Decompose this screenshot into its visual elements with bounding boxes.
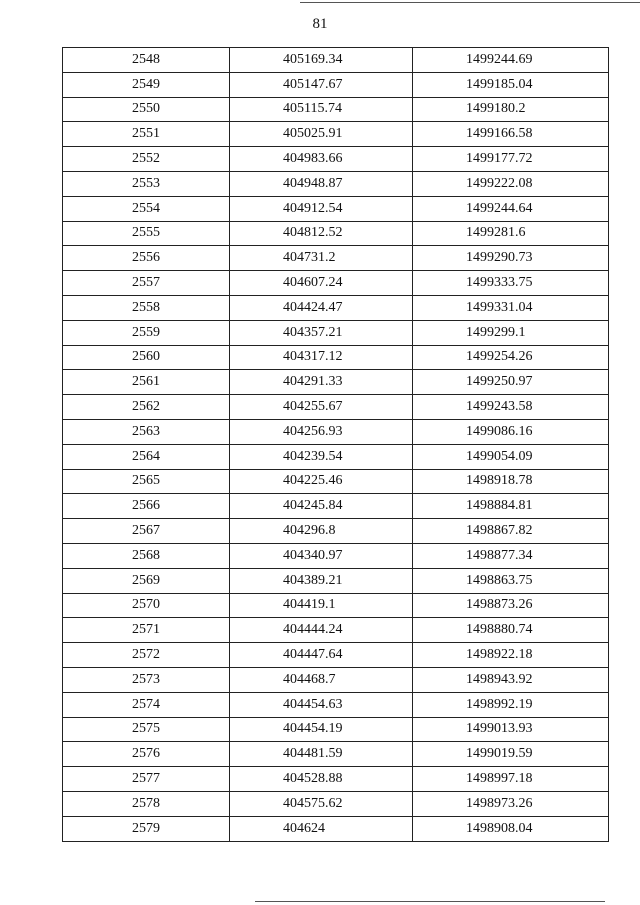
point-number-cell: 2561	[63, 370, 230, 395]
x-coordinate-cell: 404812.52	[230, 221, 413, 246]
y-coordinate-cell: 1499333.75	[413, 271, 609, 296]
x-coordinate-cell: 404624	[230, 816, 413, 841]
coordinates-table-body	[63, 48, 609, 842]
table-row	[63, 395, 609, 420]
table-row	[63, 97, 609, 122]
point-number-cell: 2548	[63, 48, 230, 73]
x-coordinate-cell: 404291.33	[230, 370, 413, 395]
point-number-cell: 2568	[63, 543, 230, 568]
table-row	[63, 345, 609, 370]
point-number-cell: 2570	[63, 593, 230, 618]
y-coordinate-cell: 1498918.78	[413, 469, 609, 494]
x-coordinate-cell: 404225.46	[230, 469, 413, 494]
coordinates-table	[62, 47, 609, 842]
point-number-cell: 2551	[63, 122, 230, 147]
y-coordinate-cell: 1498863.75	[413, 568, 609, 593]
x-coordinate-cell: 404424.47	[230, 295, 413, 320]
point-number-cell: 2573	[63, 667, 230, 692]
y-coordinate-cell: 1498922.18	[413, 643, 609, 668]
y-coordinate-cell: 1499250.97	[413, 370, 609, 395]
point-number-cell: 2569	[63, 568, 230, 593]
point-number-cell: 2567	[63, 519, 230, 544]
table-row	[63, 543, 609, 568]
point-number-cell: 2575	[63, 717, 230, 742]
table-row	[63, 196, 609, 221]
x-coordinate-cell: 405147.67	[230, 72, 413, 97]
y-coordinate-cell: 1498973.26	[413, 791, 609, 816]
y-coordinate-cell: 1499185.04	[413, 72, 609, 97]
table-row	[63, 171, 609, 196]
y-coordinate-cell: 1499244.64	[413, 196, 609, 221]
y-coordinate-cell: 1499054.09	[413, 444, 609, 469]
y-coordinate-cell: 1499243.58	[413, 395, 609, 420]
y-coordinate-cell: 1499244.69	[413, 48, 609, 73]
table-row	[63, 320, 609, 345]
table-row	[63, 72, 609, 97]
table-row	[63, 419, 609, 444]
table-row	[63, 643, 609, 668]
x-coordinate-cell: 405025.91	[230, 122, 413, 147]
x-coordinate-cell: 404481.59	[230, 742, 413, 767]
y-coordinate-cell: 1498867.82	[413, 519, 609, 544]
point-number-cell: 2576	[63, 742, 230, 767]
table-row	[63, 469, 609, 494]
x-coordinate-cell: 404239.54	[230, 444, 413, 469]
table-row	[63, 717, 609, 742]
point-number-cell: 2556	[63, 246, 230, 271]
y-coordinate-cell: 1499180.2	[413, 97, 609, 122]
page-number: 81	[312, 16, 328, 32]
x-coordinate-cell: 404454.19	[230, 717, 413, 742]
y-coordinate-cell: 1499281.6	[413, 221, 609, 246]
point-number-cell: 2549	[63, 72, 230, 97]
x-coordinate-cell: 404317.12	[230, 345, 413, 370]
table-row	[63, 221, 609, 246]
point-number-cell: 2564	[63, 444, 230, 469]
table-row	[63, 122, 609, 147]
table-row	[63, 271, 609, 296]
y-coordinate-cell: 1498908.04	[413, 816, 609, 841]
table-row	[63, 593, 609, 618]
y-coordinate-cell: 1498877.34	[413, 543, 609, 568]
table-row	[63, 48, 609, 73]
table-row	[63, 494, 609, 519]
y-coordinate-cell: 1499222.08	[413, 171, 609, 196]
x-coordinate-cell: 404296.8	[230, 519, 413, 544]
x-coordinate-cell: 404256.93	[230, 419, 413, 444]
y-coordinate-cell: 1499299.1	[413, 320, 609, 345]
x-coordinate-cell: 404340.97	[230, 543, 413, 568]
table-row	[63, 742, 609, 767]
point-number-cell: 2578	[63, 791, 230, 816]
point-number-cell: 2552	[63, 147, 230, 172]
x-coordinate-cell: 404245.84	[230, 494, 413, 519]
x-coordinate-cell: 404528.88	[230, 767, 413, 792]
x-coordinate-cell: 404454.63	[230, 692, 413, 717]
point-number-cell: 2555	[63, 221, 230, 246]
y-coordinate-cell: 1499177.72	[413, 147, 609, 172]
table-row	[63, 667, 609, 692]
x-coordinate-cell: 404357.21	[230, 320, 413, 345]
x-coordinate-cell: 404468.7	[230, 667, 413, 692]
y-coordinate-cell: 1499290.73	[413, 246, 609, 271]
x-coordinate-cell: 404983.66	[230, 147, 413, 172]
x-coordinate-cell: 404255.67	[230, 395, 413, 420]
table-row	[63, 444, 609, 469]
x-coordinate-cell: 404444.24	[230, 618, 413, 643]
table-row	[63, 568, 609, 593]
point-number-cell: 2577	[63, 767, 230, 792]
y-coordinate-cell: 1498884.81	[413, 494, 609, 519]
x-coordinate-cell: 404948.87	[230, 171, 413, 196]
y-coordinate-cell: 1499166.58	[413, 122, 609, 147]
point-number-cell: 2579	[63, 816, 230, 841]
table-row	[63, 295, 609, 320]
point-number-cell: 2572	[63, 643, 230, 668]
point-number-cell: 2562	[63, 395, 230, 420]
y-coordinate-cell: 1498943.92	[413, 667, 609, 692]
scan-edge-line-bottom	[255, 901, 605, 902]
x-coordinate-cell: 404419.1	[230, 593, 413, 618]
y-coordinate-cell: 1498997.18	[413, 767, 609, 792]
x-coordinate-cell: 405169.34	[230, 48, 413, 73]
table-row	[63, 147, 609, 172]
y-coordinate-cell: 1498873.26	[413, 593, 609, 618]
point-number-cell: 2565	[63, 469, 230, 494]
y-coordinate-cell: 1499086.16	[413, 419, 609, 444]
y-coordinate-cell: 1499254.26	[413, 345, 609, 370]
table-row	[63, 791, 609, 816]
table-row	[63, 816, 609, 841]
table-row	[63, 767, 609, 792]
table-row	[63, 246, 609, 271]
scan-edge-line-top	[300, 2, 640, 3]
y-coordinate-cell: 1499013.93	[413, 717, 609, 742]
y-coordinate-cell: 1498880.74	[413, 618, 609, 643]
y-coordinate-cell: 1499331.04	[413, 295, 609, 320]
x-coordinate-cell: 404912.54	[230, 196, 413, 221]
y-coordinate-cell: 1498992.19	[413, 692, 609, 717]
point-number-cell: 2553	[63, 171, 230, 196]
x-coordinate-cell: 404447.64	[230, 643, 413, 668]
x-coordinate-cell: 404575.62	[230, 791, 413, 816]
x-coordinate-cell: 405115.74	[230, 97, 413, 122]
table-row	[63, 692, 609, 717]
table-row	[63, 618, 609, 643]
point-number-cell: 2557	[63, 271, 230, 296]
x-coordinate-cell: 404731.2	[230, 246, 413, 271]
point-number-cell: 2558	[63, 295, 230, 320]
table-row	[63, 370, 609, 395]
point-number-cell: 2574	[63, 692, 230, 717]
point-number-cell: 2563	[63, 419, 230, 444]
point-number-cell: 2559	[63, 320, 230, 345]
table-row	[63, 519, 609, 544]
point-number-cell: 2550	[63, 97, 230, 122]
point-number-cell: 2571	[63, 618, 230, 643]
point-number-cell: 2554	[63, 196, 230, 221]
point-number-cell: 2566	[63, 494, 230, 519]
point-number-cell: 2560	[63, 345, 230, 370]
x-coordinate-cell: 404607.24	[230, 271, 413, 296]
x-coordinate-cell: 404389.21	[230, 568, 413, 593]
y-coordinate-cell: 1499019.59	[413, 742, 609, 767]
